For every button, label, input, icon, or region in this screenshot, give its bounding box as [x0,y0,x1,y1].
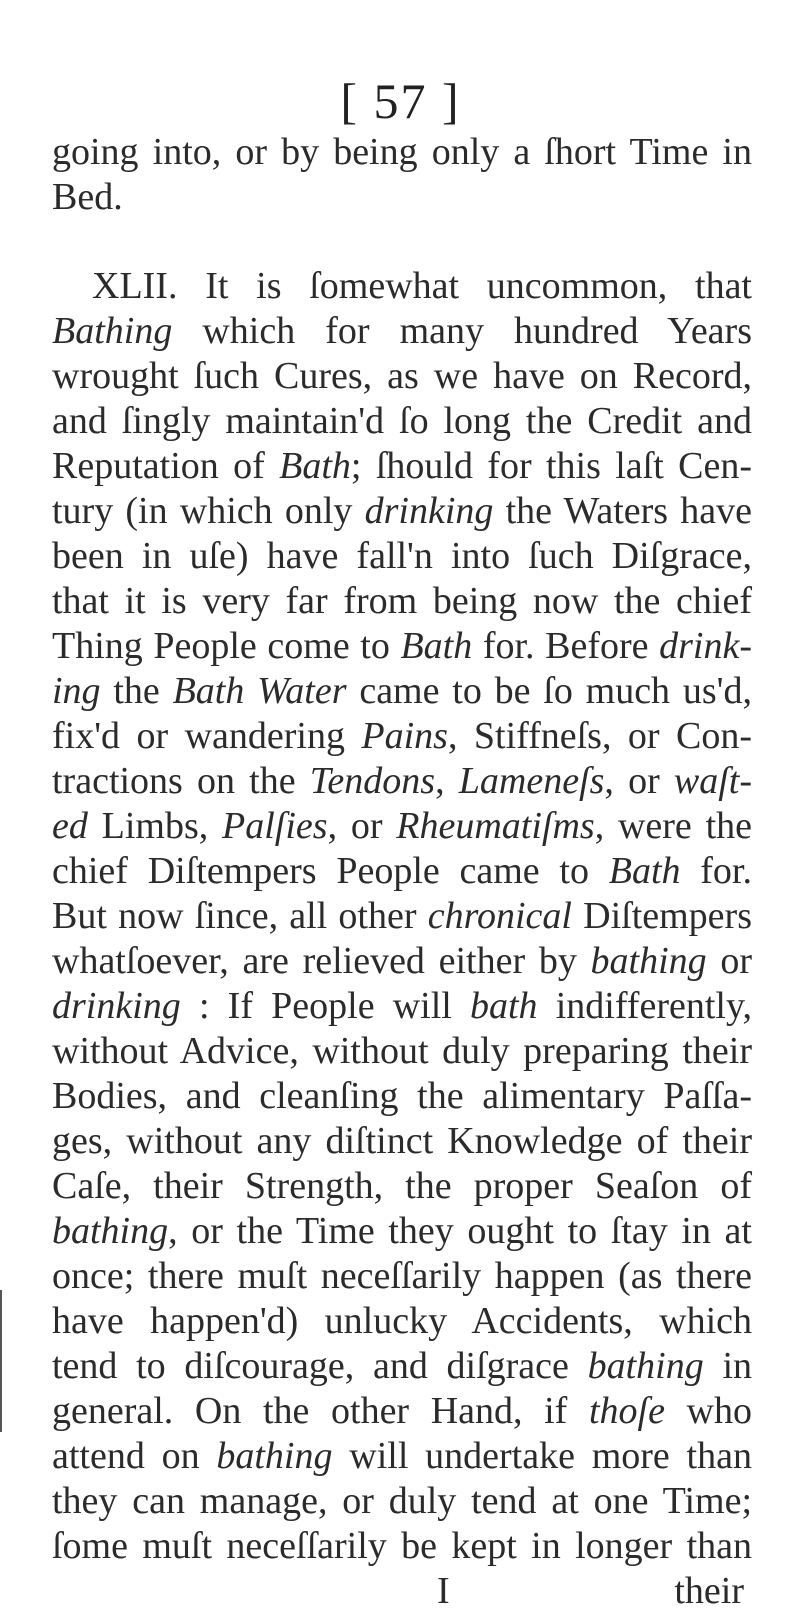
italic-text: Lameneſs [458,760,605,802]
roman-text: will undertake more than [332,1435,752,1477]
text-line [52,399,752,444]
italic-text: ing [52,670,101,712]
italic-text: bathing [590,940,707,982]
text-line [52,759,752,804]
roman-text: Limbs, [87,805,223,847]
paragraph-gap [52,220,752,264]
italic-text: Palſies [222,805,328,847]
text-line [52,939,752,984]
italic-text: Bath [608,850,681,892]
italic-text: Tendons [309,760,436,802]
roman-text: who [664,1390,752,1432]
roman-text: which for many hundred Years [172,310,752,352]
text-line [52,1344,752,1389]
text-line [52,1119,752,1164]
roman-text: whatſoever, are relieved either by [52,940,591,982]
italic-text: Bath Water [172,670,347,712]
roman-text: Thing People come to [52,625,401,667]
roman-text: : If People will [180,985,470,1027]
roman-text: have happen'd) unlucky Accidents, which [52,1300,752,1342]
text-line [52,1029,752,1074]
text-line [52,1164,752,1209]
roman-text: wrought ſuch Cures, as we have on Record, [52,355,752,397]
roman-text: came to be ſo much us'd, [346,670,752,712]
text-line [52,1479,752,1524]
italic-text: Bathing [52,310,173,352]
roman-text: ges, without any diſtinct Knowledge of their [52,1120,752,1162]
italic-text: bath [470,985,538,1027]
page-edge-line [0,1290,2,1432]
text-line [52,894,752,939]
roman-text: or [706,940,753,982]
roman-text: they can manage, or duly tend at one Time; [52,1480,752,1522]
text-line [52,534,752,579]
italic-text: thoſe [588,1390,665,1432]
italic-text: bathing [52,1210,169,1252]
text-line [52,1299,752,1344]
roman-text: the [100,670,173,712]
text-line [52,1434,752,1479]
italic-text: Rheumatiſms [396,805,595,847]
roman-text: without Advice, without duly preparing their [52,1030,752,1072]
text-line [52,624,752,669]
text-line [52,444,752,489]
roman-text: , or [604,760,674,802]
roman-text: indifferently, [537,985,752,1027]
signature-mark: I [437,1570,450,1612]
text-line [52,1254,752,1299]
roman-text: , Stiffneſs, or Con- [447,715,752,757]
roman-text: Reputation of [52,445,280,487]
roman-text: tury (in which only [52,490,365,532]
italic-text: Bath [400,625,473,667]
text-line [52,1074,752,1119]
italic-text: ed [52,805,88,847]
roman-text: in [703,1345,752,1387]
text-line [52,489,752,534]
roman-text: and ſingly maintain'd ſo long the Credit and [52,400,752,442]
text-line [52,669,752,714]
page-number: [ 57 ] [340,73,461,129]
catchword: their [674,1570,744,1612]
text-line [52,1209,752,1254]
roman-text: fix'd or wandering [52,715,362,757]
text-line: going into, or by being only a ſhort Time in [52,131,752,173]
roman-text: ſome muſt neceſſarily be kept in longer than [52,1525,752,1567]
roman-text: Diſtempers [571,895,752,937]
roman-text: chief Diſtempers People came to [52,850,609,892]
text-line [52,1389,752,1434]
roman-text: that it is very far from being now the chief [52,580,752,622]
italic-text: drinking [364,490,494,532]
roman-text: , [435,760,459,802]
roman-text: tend to diſcourage, and diſgrace [52,1345,588,1387]
text-line: Bed. [52,176,123,218]
italic-text: waſt- [673,760,753,802]
roman-text: once; there muſt neceſſarily happen (as there [52,1255,752,1297]
roman-text: for. Before [472,625,660,667]
italic-text: chronical [427,895,572,937]
roman-text: Bodies, and cleanſing the alimentary Paſſa- [52,1075,752,1117]
italic-text: drink- [659,625,752,667]
text-line [52,264,752,309]
roman-text: ; ſhould for this laſt Cen- [350,445,752,487]
text-line [52,849,752,894]
roman-text: XLII. It is ſomewhat uncommon, that [92,265,752,307]
footer-row [52,1569,752,1614]
text-line [52,579,752,624]
text-line [52,1524,752,1569]
page-text [52,130,752,1614]
paragraph-xlii [52,264,752,1569]
roman-text: for. [680,850,752,892]
text-line [52,354,752,399]
italic-text: bathing [216,1435,333,1477]
roman-text: the Waters have [493,490,752,532]
italic-text: Pains [361,715,448,757]
roman-text: , or the Time they ought to ſtay in at [168,1210,752,1252]
italic-text: Bath [279,445,351,487]
roman-text: But now ſince, all other [52,895,428,937]
roman-text: Caſe, their Strength, the proper Seaſon of [52,1165,752,1207]
roman-text: , or [327,805,397,847]
text-line [52,984,752,1029]
roman-text: tractions on the [52,760,310,802]
roman-text: , were the [594,805,752,847]
roman-text: been in uſe) have fall'n into ſuch Diſgrace, [52,535,752,577]
italic-text: drinking [52,985,181,1027]
text-line [52,714,752,759]
italic-text: bathing [587,1345,704,1387]
text-line [52,309,752,354]
text-line [52,804,752,849]
roman-text: attend on [52,1435,217,1477]
roman-text: general. On the other Hand, if [52,1390,589,1432]
